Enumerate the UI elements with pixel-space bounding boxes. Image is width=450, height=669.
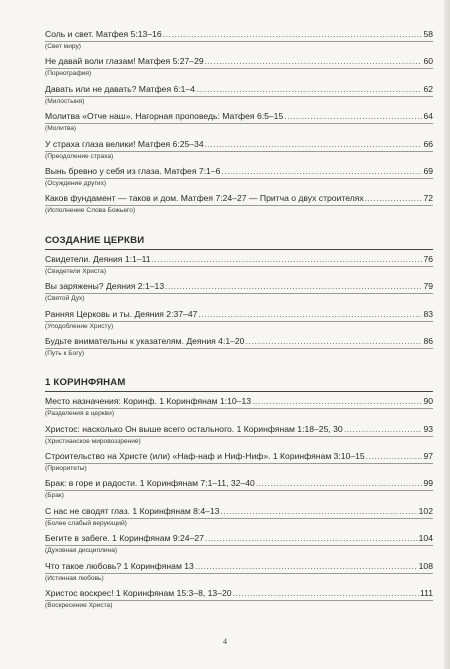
entry-subtitle: (Порнография) — [45, 68, 433, 78]
dot-leader — [284, 111, 422, 121]
entry-title: Свидетели. Деяния 1:1–11 — [45, 253, 151, 264]
entry-page: 64 — [423, 111, 433, 122]
toc-entry — [45, 533, 433, 560]
dot-leader — [344, 424, 423, 434]
entry-title: Вынь бревно у себя из глаза. Матфея 7:1–6 — [45, 165, 221, 176]
entry-page: 99 — [423, 478, 433, 489]
dot-leader — [365, 193, 423, 203]
toc-entry — [45, 506, 433, 533]
section-heading: СОЗДАНИЕ ЦЕРКВИ — [45, 235, 433, 250]
dot-leader — [152, 254, 423, 264]
toc-entry — [45, 111, 433, 138]
entry-title: У страха глаза велики! Матфея 6:25–34 — [45, 138, 204, 149]
entry-page: 72 — [423, 193, 433, 204]
entry-title: Брак: в горе и радости. 1 Коринфянам 7:1–11, 32–40 — [45, 478, 255, 489]
dot-leader — [205, 139, 423, 149]
entry-subtitle: (Путь к Богу) — [45, 348, 433, 358]
entry-page: 90 — [423, 396, 433, 407]
toc-entry — [45, 29, 433, 56]
toc-entry — [45, 139, 433, 166]
entry-subtitle: (Святой Дух) — [45, 293, 433, 303]
dot-leader — [165, 281, 422, 291]
dot-leader — [366, 451, 423, 461]
entry-page: 79 — [423, 281, 433, 292]
entry-page: 97 — [423, 451, 433, 462]
toc-entry — [45, 254, 433, 281]
entry-title: Вы заряжены? Деяния 2:1–13 — [45, 281, 165, 292]
dot-leader — [198, 309, 422, 319]
dot-leader — [233, 588, 419, 598]
dot-leader — [205, 533, 418, 543]
entry-title: Не давай воли глазам! Матфея 5:27–29 — [45, 56, 204, 67]
toc-entry — [45, 309, 433, 336]
dot-leader — [205, 56, 423, 66]
toc-section-1-corinthians — [45, 377, 433, 615]
dot-leader — [195, 561, 418, 571]
page-number: 4 — [223, 637, 227, 646]
section-heading: 1 КОРИНФЯНАМ — [45, 377, 433, 392]
entry-title: Молитва «Отче наш». Нагорная проповедь: Матфея 6:5–15 — [45, 111, 284, 122]
entry-subtitle: (Свет миру) — [45, 41, 433, 51]
entry-title: Христос воскрес! 1 Коринфянам 15:3–8, 13–20 — [45, 588, 232, 599]
toc-group-continued — [45, 29, 433, 221]
entry-title: С нас не сводят глаз. 1 Коринфянам 8:4–13 — [45, 505, 220, 516]
entry-title: Что такое любовь? 1 Коринфянам 13 — [45, 560, 194, 571]
entry-page: 108 — [418, 560, 433, 571]
entry-page: 66 — [423, 138, 433, 149]
entry-subtitle: (Истинная любовь) — [45, 573, 433, 583]
toc-entry — [45, 84, 433, 111]
table-of-contents — [45, 29, 433, 615]
entry-title: Соль и свет. Матфея 5:13–16 — [45, 29, 162, 39]
entry-subtitle: (Свидетели Христа) — [45, 266, 433, 276]
toc-entry — [45, 193, 433, 220]
entry-subtitle: (Преодоление страха) — [45, 151, 433, 161]
entry-title: Место назначения: Коринф. 1 Коринфянам 1:10–13 — [45, 396, 252, 407]
entry-title: Будьте внимательны к указателям. Деяния 4:1–20 — [45, 335, 245, 346]
entry-page: 83 — [423, 308, 433, 319]
entry-page: 104 — [418, 533, 433, 544]
entry-title: Бегите в забеге. 1 Коринфянам 9:24–27 — [45, 533, 204, 544]
entry-subtitle: (Уподобление Христу) — [45, 321, 433, 331]
toc-entry — [45, 281, 433, 308]
entry-page: 58 — [423, 29, 433, 39]
entry-subtitle: (Разделения в церкви) — [45, 408, 433, 418]
entry-page: 86 — [423, 335, 433, 346]
entry-subtitle: (Воскресение Христа) — [45, 600, 433, 610]
entry-page: 60 — [423, 56, 433, 67]
toc-entry — [45, 396, 433, 423]
toc-entry — [45, 561, 433, 588]
toc-entry — [45, 451, 433, 478]
entry-page: 69 — [423, 165, 433, 176]
entry-subtitle: (Исполнение Слова Божьего) — [45, 205, 433, 215]
toc-entry — [45, 588, 433, 615]
entry-page: 93 — [423, 423, 433, 434]
entry-page: 102 — [418, 505, 433, 516]
dot-leader — [221, 166, 422, 176]
toc-section-church — [45, 235, 433, 364]
dot-leader — [252, 396, 422, 406]
entry-title: Строительство на Христе (или) «Наф-наф и Ниф-Ниф». 1 Коринфянам 3:10–15 — [45, 451, 365, 462]
toc-entry — [45, 166, 433, 193]
entry-subtitle: (Милостыня) — [45, 96, 433, 106]
entry-subtitle: (Приоритеты) — [45, 463, 433, 473]
entry-title: Христос: насколько Он выше всего остального. 1 Коринфянам 1:18–25, 30 — [45, 423, 343, 434]
entry-subtitle: (Более слабый верующий) — [45, 518, 433, 528]
dot-leader — [196, 84, 422, 94]
entry-subtitle: (Духовная дисциплина) — [45, 545, 433, 555]
entry-title: Давать или не давать? Матфея 6:1–4 — [45, 83, 195, 94]
dot-leader — [220, 506, 417, 516]
entry-subtitle: (Брак) — [45, 490, 433, 500]
dot-leader — [256, 478, 423, 488]
entry-title: Каков фундамент — таков и дом. Матфея 7:24–27 — Притча о двух строителях — [45, 193, 364, 204]
toc-entry — [45, 424, 433, 451]
dot-leader — [163, 29, 423, 39]
dot-leader — [245, 336, 422, 346]
toc-entry — [45, 478, 433, 505]
entry-page: 76 — [423, 253, 433, 264]
entry-subtitle: (Христианское мировоззрение) — [45, 436, 433, 446]
entry-subtitle: (Молитва) — [45, 123, 433, 133]
toc-entry — [45, 56, 433, 83]
entry-page: 62 — [423, 83, 433, 94]
toc-entry — [45, 336, 433, 363]
entry-page: 111 — [419, 588, 433, 599]
entry-subtitle: (Осуждение других) — [45, 178, 433, 188]
page-edge-shadow — [444, 0, 450, 669]
entry-title: Ранняя Церковь и ты. Деяния 2:37–47 — [45, 308, 198, 319]
